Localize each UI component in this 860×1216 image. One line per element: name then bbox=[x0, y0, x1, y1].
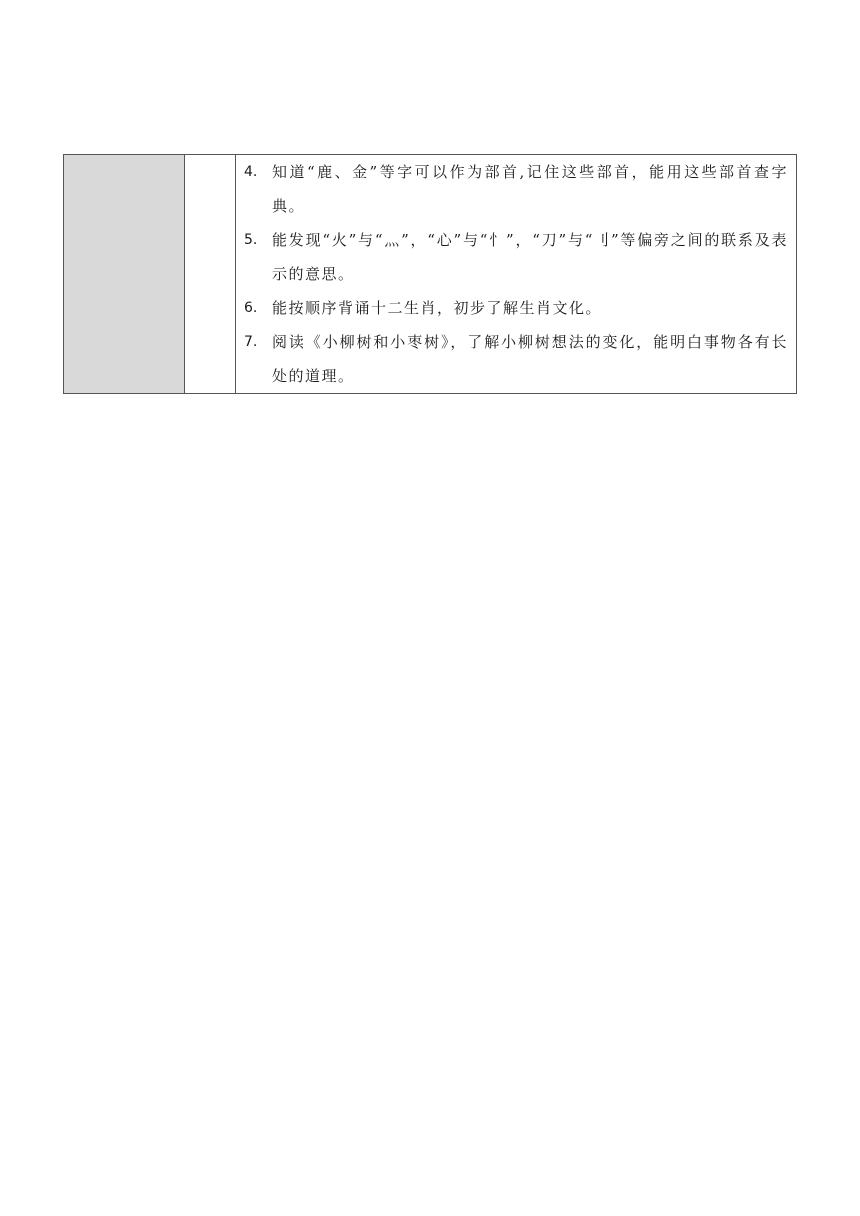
list-item bbox=[236, 223, 788, 291]
goal-number: 5. bbox=[244, 232, 258, 248]
list-item bbox=[236, 155, 788, 223]
goal-list bbox=[236, 155, 796, 393]
subcategory-cell bbox=[185, 155, 236, 394]
list-item bbox=[236, 325, 788, 393]
goal-number: 7. bbox=[244, 334, 258, 350]
goal-text: 能按顺序背诵十二生肖，初步了解生肖文化。 bbox=[272, 299, 603, 317]
goal-text: 能发现“火”与“灬”，“心”与“忄”，“刀”与“刂”等偏旁之间的联系及表示的意思。 bbox=[272, 231, 788, 283]
category-cell bbox=[64, 155, 185, 394]
goal-text: 知道“鹿、金”等字可以作为部首,记住这些部首，能用这些部首查字典。 bbox=[272, 163, 788, 215]
goal-number: 4. bbox=[244, 164, 258, 180]
goal-number: 6. bbox=[244, 300, 258, 316]
curriculum-table bbox=[63, 154, 797, 394]
goal-text: 阅读《小柳树和小枣树》，了解小柳树想法的变化，能明白事物各有长处的道理。 bbox=[272, 333, 788, 385]
goals-cell bbox=[236, 155, 797, 394]
list-item bbox=[236, 291, 788, 325]
table-row bbox=[64, 155, 797, 394]
